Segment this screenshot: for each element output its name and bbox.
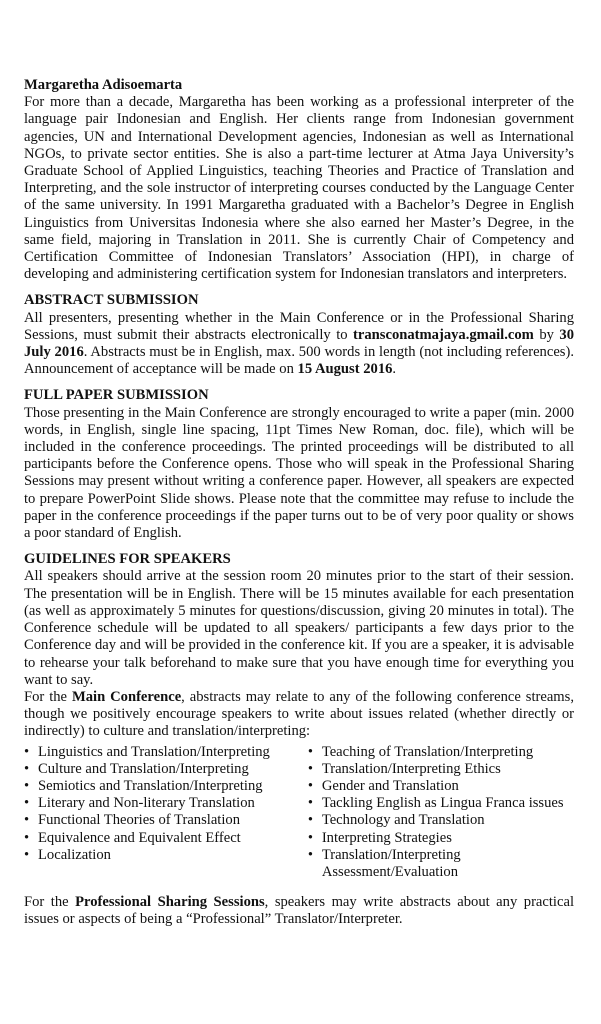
main-conference-text: [24, 689, 574, 741]
abstract-heading: ABSTRACT SUBMISSION: [24, 292, 199, 309]
bullet-icon: •: [307, 777, 313, 794]
list-item: [308, 744, 574, 761]
list-item: [308, 830, 574, 847]
abstract-text-2: by: [533, 326, 560, 343]
bullet-icon: •: [24, 743, 30, 760]
stream-label: Teaching of Translation/Interpreting: [321, 743, 534, 760]
list-item: [24, 744, 308, 761]
stream-label: Translation/Interpreting Assessment/Evaluation: [321, 846, 461, 880]
bullet-icon: •: [307, 743, 313, 760]
stream-label: Translation/Interpreting Ethics: [321, 760, 501, 777]
bio-section: [24, 77, 574, 283]
streams-left-column: [24, 744, 308, 882]
list-item: [24, 795, 308, 812]
bio-name: Margaretha Adisoemarta: [24, 77, 183, 93]
pss-post: , speakers may write abstracts about any practical issues or aspects of being a “Professional” Translator/Interpreter.: [24, 894, 574, 928]
bullet-icon: •: [24, 829, 30, 846]
list-item: [308, 761, 574, 778]
list-item: [24, 847, 308, 864]
bullet-icon: •: [24, 795, 30, 812]
bullet-icon: •: [307, 829, 313, 846]
bullet-icon: •: [24, 777, 30, 794]
fullpaper-heading: FULL PAPER SUBMISSION: [24, 387, 209, 404]
main-pre: For the: [24, 688, 72, 705]
professional-sharing-text: [24, 894, 574, 928]
fullpaper-section: [24, 387, 574, 542]
list-item: [24, 778, 308, 795]
stream-label: Gender and Translation: [321, 777, 459, 794]
bullet-icon: •: [307, 812, 313, 829]
guidelines-text: All speakers should arrive at the session room 20 minutes prior to the start of their session. The presentation will be in English. There will be 15 minutes available for each presentation (as well as approximately 5 minutes for questions/discussion, giving 20 minutes in total). The Conference schedule will be updated to all speakers/ participants a few days prior to the Conference day and will be provided in the conference kit. If you are a speaker, it is advisable to rehearse your talk beforehand to make sure that you have enough time for everything you want to say.: [24, 568, 574, 688]
stream-label: Tackling English as Lingua Franca issues: [321, 795, 564, 812]
abstract-text-4: .: [392, 361, 397, 378]
stream-label: Interpreting Strategies: [321, 829, 452, 846]
stream-label: Semiotics and Translation/Interpreting: [38, 777, 263, 794]
abstract-announce-date: 15 August 2016: [297, 361, 393, 378]
stream-label: Localization: [38, 846, 111, 863]
professional-sharing-label: Professional Sharing Sessions: [75, 894, 265, 911]
abstract-deadline: 30 July 2016: [24, 326, 574, 361]
stream-label: Functional Theories of Translation: [38, 812, 241, 829]
stream-label: Equivalence and Equivalent Effect: [38, 829, 241, 846]
stream-label: Technology and Translation: [321, 812, 485, 829]
guidelines-heading: GUIDELINES FOR SPEAKERS: [24, 551, 231, 568]
list-item: [308, 812, 574, 829]
main-post: , abstracts may relate to any of the following conference streams, though we positively encourage speakers to write about issues related (whether directly or indirectly) to culture and translation/interpreting:: [24, 688, 574, 740]
list-item: [308, 778, 574, 795]
stream-label: Linguistics and Translation/Interpreting: [38, 743, 270, 760]
list-item: [24, 830, 308, 847]
pss-pre: For the: [24, 894, 76, 911]
bio-text: For more than a decade, Margaretha has been working as a professional interpreter of the language pair Indonesian and English. Her clients range from Indonesian government agencies, UN and International Development agencies, Indonesian as well as International NGOs, to private sector entities. She is also a part-time lecturer at Atma Jaya University’s Graduate School of Applied Linguistics, teaching Theories and Practice of Translation and Interpreting, and the sole instructor of interpreting courses conducted by the Language Center of the same university. In 1991 Margaretha graduated with a Bachelor’s Degree in English Linguistics from Universitas Indonesia where she also earned her Master’s Degree, in the same field, majoring in Translation in 2011. She is currently Chair of Competency and Certification Committee of Indonesian Translators’ Association (HPI), in charge of developing and administering certification system for Indonesian translators and interpreters.: [24, 94, 574, 283]
abstract-text-3: . Abstracts must be in English, max. 500 words in length (not including references). Announcement of acceptance will be made on: [24, 344, 574, 378]
bullet-icon: •: [24, 846, 30, 863]
guidelines-section: [24, 551, 574, 928]
streams-right-column: [308, 744, 574, 882]
abstract-email: transconatmajaya.gmail.com: [353, 326, 534, 343]
main-conference-label: Main Conference: [71, 688, 182, 705]
bullet-icon: •: [24, 812, 30, 829]
bullet-icon: •: [307, 846, 313, 863]
fullpaper-text: Those presenting in the Main Conference are strongly encouraged to write a paper (min. 2000 words, in English, single line spacing, 11pt Times New Roman, doc. file), which will be included in the conference proceedings. The printed proceedings will be distributed to all participants before the Conference opens. Those who will speak in the Professional Sharing Sessions may present without writing a conference paper. However, all speakers are expected to prepare PowerPoint Slide shows. Please note that the committee may refuse to include the paper in the conference proceedings if the paper turns out to be of very poor quality or shows a poor standard of English.: [24, 404, 574, 542]
list-item: [24, 812, 308, 829]
list-item: [308, 847, 574, 881]
list-item: [24, 761, 308, 778]
streams-list: [24, 744, 574, 882]
list-item: [308, 795, 574, 812]
document-page: [24, 77, 574, 929]
stream-label: Literary and Non-literary Translation: [38, 795, 255, 812]
bullet-icon: •: [24, 760, 30, 777]
abstract-section: [24, 292, 574, 378]
abstract-text: [24, 310, 574, 379]
stream-label: Culture and Translation/Interpreting: [38, 760, 249, 777]
abstract-text-1: All presenters, presenting whether in the Main Conference or in the Professional Sharing Sessions, must submit their abstracts electronically to: [24, 309, 574, 343]
bullet-icon: •: [307, 795, 313, 812]
bullet-icon: •: [307, 760, 313, 777]
